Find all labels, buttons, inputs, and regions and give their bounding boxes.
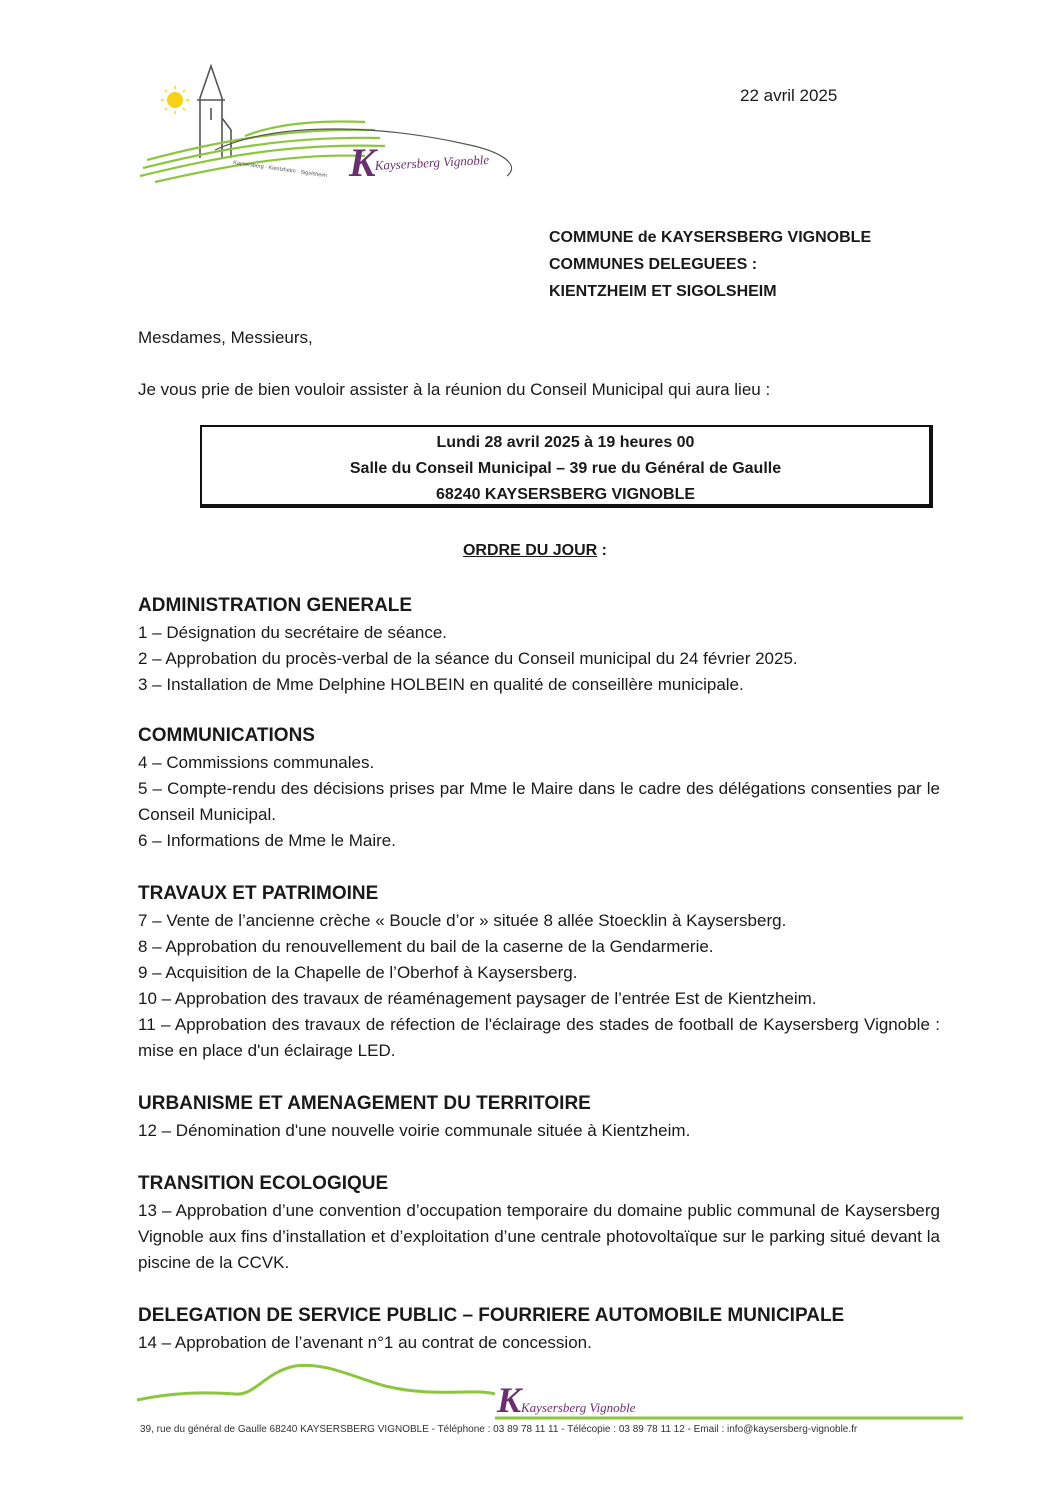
salutation: Mesdames, Messieurs, bbox=[138, 328, 313, 347]
section-administration-generale bbox=[138, 592, 940, 698]
footer-address: 39, rue du général de Gaulle 68240 KAYSERSBERG VIGNOBLE - Téléphone : 03 89 78 11 11 - Télécopie : 03 89 78 11 12 - Email : info@kaysersberg-vignoble.fr bbox=[140, 1424, 858, 1435]
agenda-item: 10 – Approbation des travaux de réaménagement paysager de l’entrée Est de Kientzheim. bbox=[138, 989, 817, 1008]
intro-text: Je vous prie de bien vouloir assister à la réunion du Conseil Municipal qui aura lieu : bbox=[138, 380, 771, 399]
letter-date: 22 avril 2025 bbox=[740, 86, 838, 105]
meeting-city: 68240 KAYSERSBERG VIGNOBLE bbox=[435, 486, 696, 503]
agenda-item: 13 – Approbation d’une convention d’occupation temporaire du domaine public communal de Kaysersberg Vignoble aux fins d’installation et d’exploitation d’une centrale photovoltaïque sur le parking situé devant la piscine de la CCVK. bbox=[138, 1201, 940, 1272]
recipient-line-3: KIENTZHEIM ET SIGOLSHEIM bbox=[549, 283, 777, 300]
section-title: TRANSITION ECOLOGIQUE bbox=[138, 1173, 389, 1194]
section-transition-ecologique bbox=[138, 1170, 940, 1276]
section-title: COMMUNICATIONS bbox=[138, 725, 315, 746]
section-title: DELEGATION DE SERVICE PUBLIC – FOURRIERE AUTOMOBILE MUNICIPALE bbox=[138, 1305, 845, 1326]
agenda-item: 12 – Dénomination d'une nouvelle voirie communale située à Kientzheim. bbox=[138, 1121, 691, 1140]
agenda-item: 9 – Acquisition de la Chapelle de l’Oberhof à Kaysersberg. bbox=[138, 963, 578, 982]
logo-sub-text: Kaysersberg · Kientzheim · Sigolsheim bbox=[232, 160, 328, 180]
sun-icon bbox=[167, 92, 183, 108]
meeting-location: Salle du Conseil Municipal – 39 rue du Général de Gaulle bbox=[349, 460, 782, 477]
agenda-title bbox=[0, 542, 1058, 560]
logo-k-letter: K bbox=[349, 140, 376, 185]
recipient-line-1: COMMUNE de KAYSERSBERG VIGNOBLE bbox=[549, 229, 872, 246]
agenda-title-text: ORDRE DU JOUR bbox=[462, 542, 598, 559]
agenda-item: 4 – Commissions communales. bbox=[138, 753, 375, 772]
meeting-date-time: Lundi 28 avril 2025 à 19 heures 00 bbox=[436, 434, 695, 451]
logo-brand-text: Kaysersberg Vignoble bbox=[374, 152, 490, 173]
agenda-title-colon: : bbox=[597, 542, 607, 559]
recipient-block bbox=[549, 224, 871, 305]
meeting-details-box bbox=[200, 425, 933, 508]
section-urbanisme bbox=[138, 1090, 940, 1144]
agenda-item: 3 – Installation de Mme Delphine HOLBEIN en qualité de conseillère municipale. bbox=[138, 675, 744, 694]
section-delegation-service-public bbox=[138, 1302, 940, 1356]
agenda-item: 11 – Approbation des travaux de réfection de l'éclairage des stades de football de Kaysersberg Vignoble : mise en place d'un éclairage LED. bbox=[138, 1015, 940, 1060]
agenda-item: 1 – Désignation du secrétaire de séance. bbox=[138, 623, 448, 642]
footer-green-wave bbox=[137, 1365, 495, 1400]
section-title: URBANISME ET AMENAGEMENT DU TERRITOIRE bbox=[138, 1093, 591, 1114]
recipient-line-2: COMMUNES DELEGUEES : bbox=[549, 256, 758, 273]
footer-logo-line bbox=[135, 1362, 965, 1424]
agenda-item: 14 – Approbation de l’avenant n°1 au contrat de concession. bbox=[138, 1333, 592, 1352]
agenda-item: 8 – Approbation du renouvellement du bail de la caserne de la Gendarmerie. bbox=[138, 937, 714, 956]
section-title: ADMINISTRATION GENERALE bbox=[138, 595, 413, 616]
section-communications bbox=[138, 722, 940, 854]
agenda-item: 7 – Vente de l’ancienne crèche « Boucle d’or » située 8 allée Stoecklin à Kaysersberg. bbox=[138, 911, 787, 930]
agenda-item: 2 – Approbation du procès-verbal de la séance du Conseil municipal du 24 février 2025. bbox=[138, 649, 798, 668]
agenda-item: 6 – Informations de Mme le Maire. bbox=[138, 831, 396, 850]
section-travaux-et-patrimoine bbox=[138, 880, 940, 1064]
section-title: TRAVAUX ET PATRIMOINE bbox=[138, 883, 379, 904]
footer-brand-text: Kaysersberg Vignoble bbox=[521, 1400, 636, 1415]
footer-k-letter: K bbox=[497, 1380, 522, 1420]
kaysersberg-vignoble-logo bbox=[135, 58, 525, 198]
agenda-item: 5 – Compte-rendu des décisions prises par Mme le Maire dans le cadre des délégations consenties par le Conseil Municipal. bbox=[138, 779, 940, 824]
